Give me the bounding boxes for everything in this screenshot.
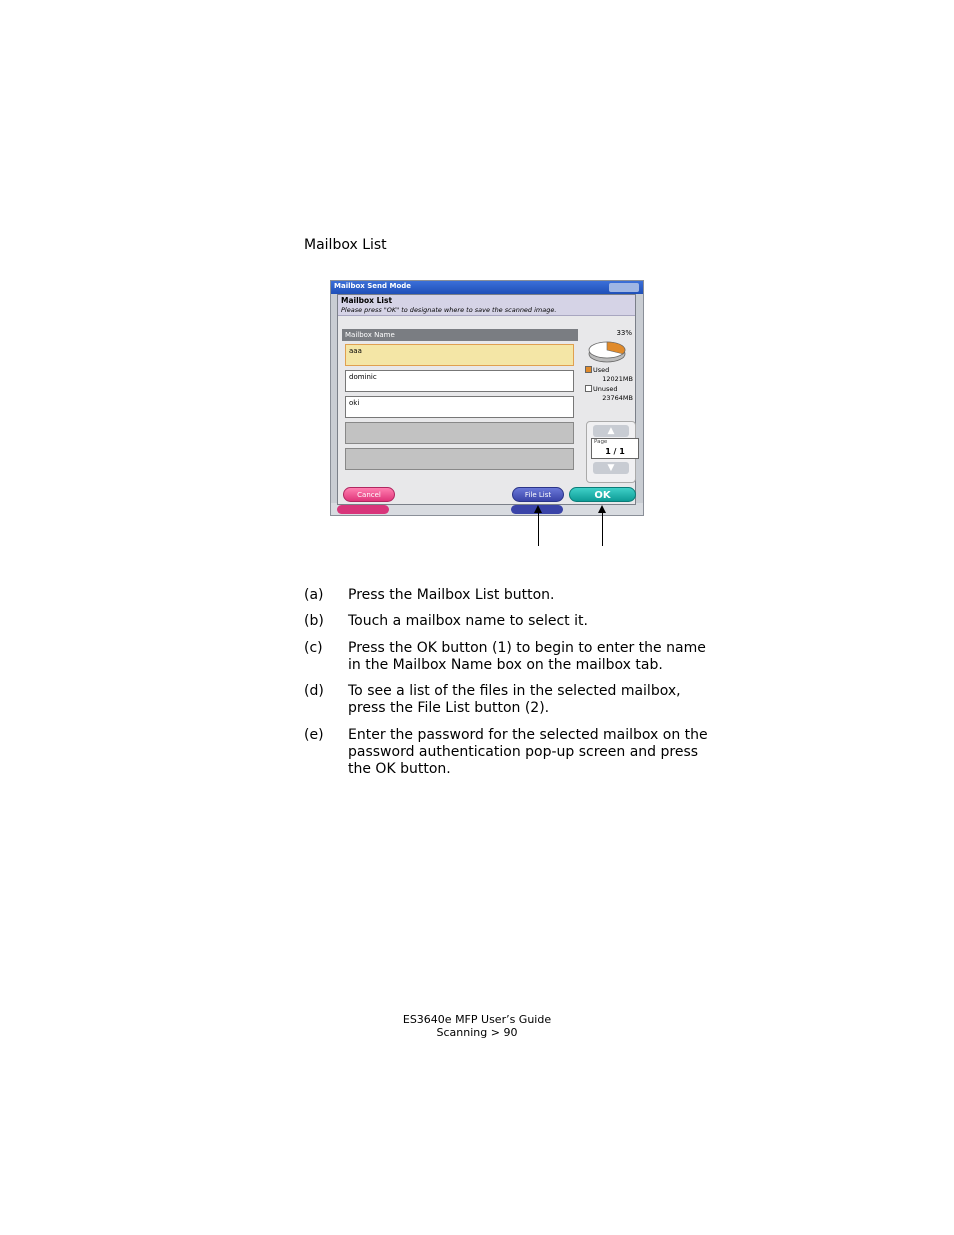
- step-text: To see a list of the files in the selected mailbox, press the File List button (2).: [348, 683, 681, 716]
- footer-page-ref: Scanning > 90: [436, 1026, 518, 1039]
- list-item[interactable]: oki: [345, 396, 574, 418]
- usage-pie-icon: [587, 338, 627, 364]
- unused-swatch: [585, 385, 592, 392]
- step-c: [304, 640, 724, 674]
- usage-percent: 33%: [616, 329, 632, 337]
- callout-ok-arrowhead: [598, 505, 606, 513]
- mailbox-screenshot: [330, 280, 644, 516]
- used-swatch: [585, 366, 592, 373]
- step-letter: (d): [304, 683, 324, 699]
- legend-unused: Unused: [585, 385, 618, 393]
- step-text: Press the Mailbox List button.: [348, 587, 555, 603]
- page-value: 1 / 1: [605, 447, 625, 456]
- page-label: Page: [594, 439, 608, 445]
- step-letter: (b): [304, 613, 324, 629]
- step-text: Touch a mailbox name to select it.: [348, 613, 588, 629]
- step-letter: (c): [304, 640, 323, 656]
- unused-value: 23764MB: [602, 394, 633, 402]
- step-b: [304, 613, 724, 630]
- arrow-up-icon: ▲: [607, 426, 615, 436]
- step-letter: (a): [304, 587, 324, 603]
- step-text: Press the OK button (1) to begin to enter the name in the Mailbox Name box on the mailbox tab.: [348, 640, 706, 673]
- pager: [586, 421, 636, 483]
- callout-ok-line: [602, 512, 603, 546]
- window-titlebar: [331, 281, 643, 294]
- page-up-button[interactable]: [593, 425, 629, 437]
- dialog-header: [338, 295, 635, 316]
- step-text: Enter the password for the selected mailbox on the password authentication pop-up screen and press the OK button.: [348, 727, 708, 777]
- list-item[interactable]: dominic: [345, 370, 574, 392]
- legend-used: Used: [585, 366, 609, 374]
- window-title: Mailbox Send Mode: [334, 282, 412, 290]
- list-item[interactable]: [345, 422, 574, 444]
- list-item[interactable]: [345, 448, 574, 470]
- window-title-button[interactable]: [609, 283, 639, 292]
- used-value: 12021MB: [602, 375, 633, 383]
- page-down-button[interactable]: [593, 462, 629, 474]
- file-list-button[interactable]: File List: [512, 487, 564, 502]
- callout-file-list-arrowhead: [534, 505, 542, 513]
- step-d: [304, 683, 724, 717]
- section-title: Mailbox List: [304, 237, 387, 253]
- footer-guide-title: ES3640e MFP User’s Guide: [402, 1013, 552, 1026]
- step-a: [304, 587, 724, 604]
- dialog-title: Mailbox List: [341, 296, 393, 305]
- arrow-down-icon: ▼: [607, 463, 615, 473]
- dialog-subtitle: Please press "OK" to designate where to save the scanned image.: [341, 306, 557, 314]
- mailbox-list-dialog: [337, 294, 636, 505]
- page-indicator: [591, 438, 639, 459]
- step-e: [304, 727, 724, 778]
- list-header: Mailbox Name: [342, 329, 578, 341]
- list-item[interactable]: aaa: [345, 344, 574, 366]
- behind-logout-button: [337, 505, 389, 514]
- cancel-button[interactable]: Cancel: [343, 487, 395, 502]
- ok-button[interactable]: OK: [569, 487, 636, 502]
- callout-file-list-line: [538, 512, 539, 546]
- step-letter: (e): [304, 727, 324, 743]
- storage-usage: [584, 329, 634, 424]
